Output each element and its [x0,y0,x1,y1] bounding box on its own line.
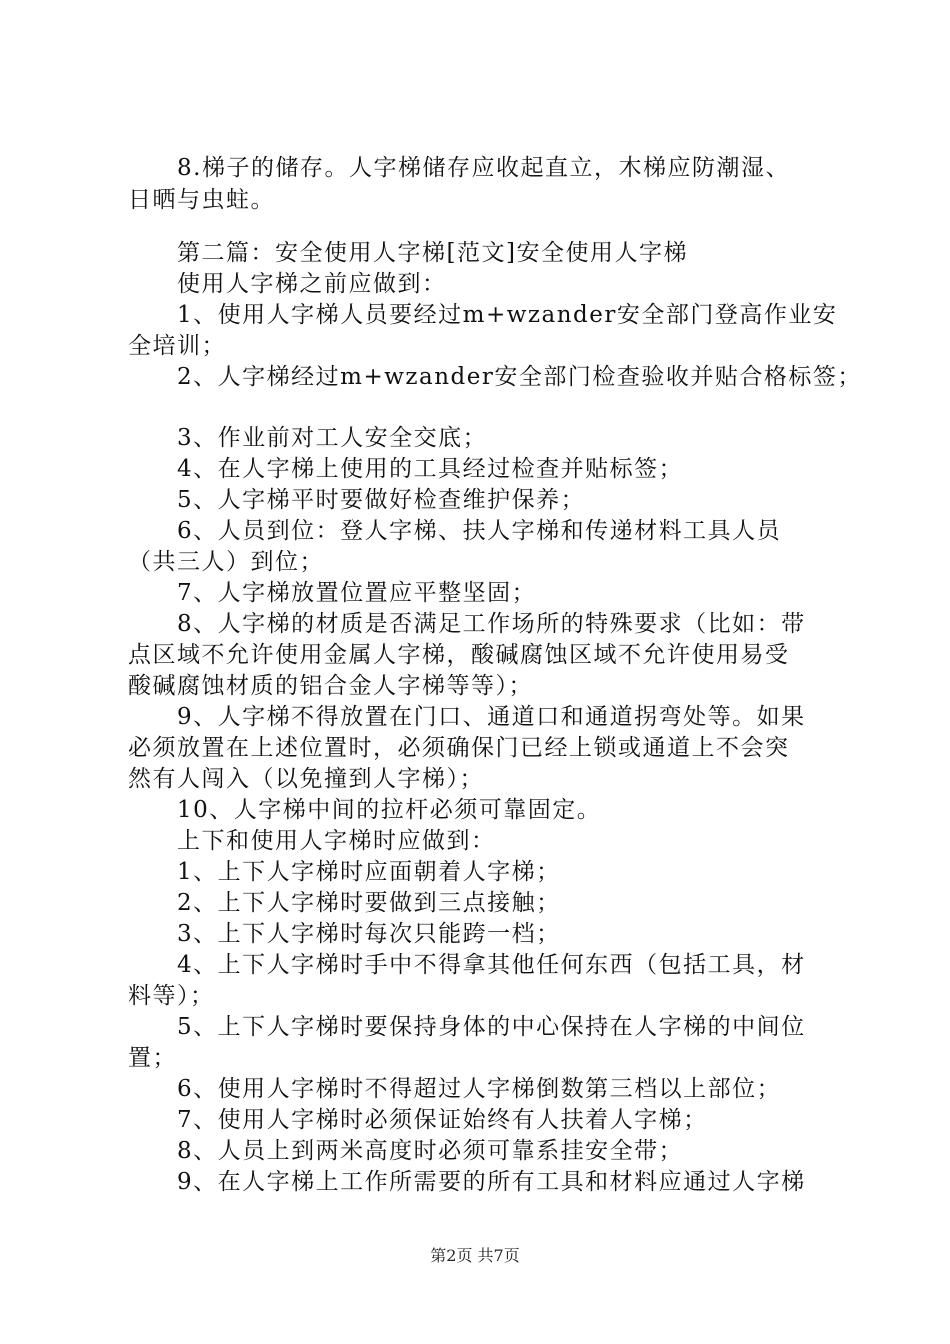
text-line: 2、上下人字梯时要做到三点接触； [177,890,561,916]
text-line: （共三人）到位； [128,549,324,575]
text-line: 上下和使用人字梯时应做到： [177,828,496,854]
text-line: 10、人字梯中间的拉杆必须可靠固定。 [177,797,602,823]
text-line: 点区域不允许使用金属人字梯，酸碱腐蚀区域不允许使用易受 [128,642,790,668]
text-line: 4、在人字梯上使用的工具经过检查并贴标签； [177,456,684,482]
text-line: 6、人员到位：登人字梯、扶人字梯和传递材料工具人员 [177,518,782,544]
text-line: 使用人字梯之前应做到： [177,271,447,297]
text-line: 日晒与虫蛀。 [128,187,275,213]
text-line: 全培训； [128,333,226,359]
page-number-footer: 第2页 共7页 [430,1246,520,1265]
text-line: 5、人字梯平时要做好检查维护保养； [177,487,586,513]
text-line: 2、人字梯经过m+wzander安全部门检查验收并贴合格标签； [177,364,862,390]
text-line: 酸碱腐蚀材质的铝合金人字梯等等）； [128,673,533,699]
text-line: 然有人闯入（以免撞到人字梯）； [128,766,484,792]
text-line: 8.梯子的储存。人字梯储存应收起直立，木梯应防潮湿、 [177,155,790,181]
text-line: 4、上下人字梯时手中不得拿其他任何东西（包括工具，材 [177,952,806,978]
text-line: 料等）； [128,983,215,1009]
text-line: 必须放置在上述位置时，必须确保门已经上锁或通道上不会突 [128,735,790,761]
text-line: 3、上下人字梯时每次只能跨一档； [177,921,561,947]
text-line: 6、使用人字梯时不得超过人字梯倒数第三档以上部位； [177,1076,782,1102]
text-line: 1、使用人字梯人员要经过m+wzander安全部门登高作业安 [177,302,838,328]
text-line: 8、人员上到两米高度时必须可靠系挂安全带； [177,1138,684,1164]
text-line: 3、作业前对工人安全交底； [177,425,488,451]
text-line: 1、上下人字梯时应面朝着人字梯； [177,859,561,885]
text-line: 9、人字梯不得放置在门口、通道口和通道拐弯处等。如果 [177,704,806,730]
text-line: 5、上下人字梯时要保持身体的中心保持在人字梯的中间位 [177,1014,806,1040]
text-line: 置； [128,1045,177,1071]
section-heading: 第二篇：安全使用人字梯[范文]安全使用人字梯 [177,240,688,266]
text-line: 8、人字梯的材质是否满足工作场所的特殊要求（比如：带 [177,611,806,637]
text-line: 9、在人字梯上工作所需要的所有工具和材料应通过人字梯 [177,1169,806,1195]
text-line: 7、人字梯放置位置应平整坚固； [177,580,537,606]
text-line: 7、使用人字梯时必须保证始终有人扶着人字梯； [177,1107,708,1133]
